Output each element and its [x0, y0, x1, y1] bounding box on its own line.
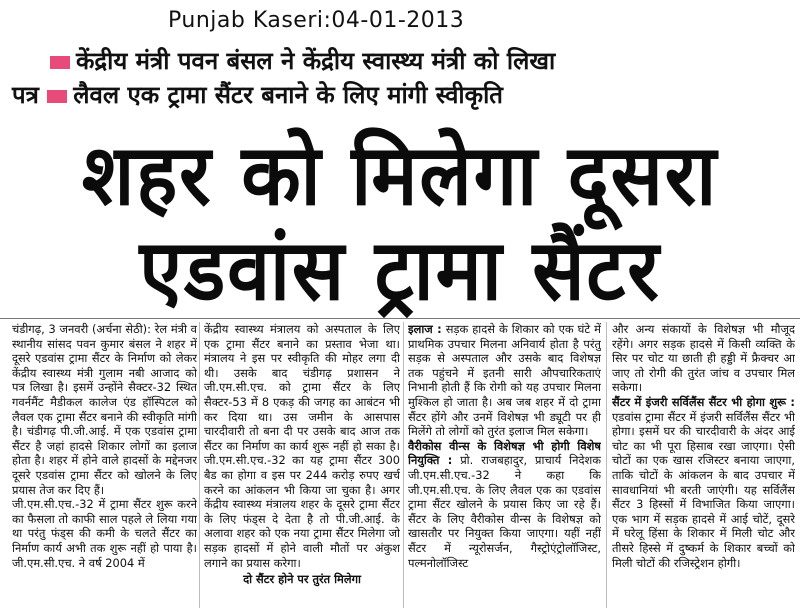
kicker-line-1-text: केंद्रीय मंत्री पवन बंसल ने केंद्रीय स्वास्थ्य मंत्री को लिखा	[76, 47, 556, 75]
article-column-3	[408, 322, 601, 608]
headline-divider	[0, 318, 800, 319]
col4-paragraph-1: और अन्य संकायों के विशेषज्ञ भी मौजूद रहेंगे। अगर सड़क हादसे में किसी व्यक्ति के सिर पर चोट या छाती ही हड्डी में फ्रैक्चर आ जाए तो रोगी की तुरंत जांच व उपचार मिल सकेगा।	[612, 322, 795, 395]
kicker-line-2-a: पत्र	[12, 81, 39, 109]
col3-paragraph-1	[408, 322, 601, 439]
col3-text-2: प्रो. राजबहादुर, प्राचार्य निदेशक जी.एम.सी.एच.-32 ने कहा कि जी.एम.सी.एच. के लिए लैवल एक का एडवांस ट्रामा सैंटर खोलने के प्रयास किए जा रहे हैं। सैंटर के लिए वैरीकोस वीन्स के विशेषज्ञ को खासतौर पर नियुक्त किया जाएगा। यहीं नहीं सैंटर में न्यूरोसर्जन, गैस्ट्रोएंट्रोलॉजिस्ट, पल्मनोलॉजिस्ट	[408, 453, 601, 570]
col4-lead-2: सैंटर में इंजरी सर्विलैंस सैंटर भी होगा शुरू :	[612, 394, 795, 409]
headline-line-2: एडवांस ट्रामा सैंटर	[139, 221, 661, 319]
col3-lead-2: वैरीकोस वीन्स के विशेषज्ञ भी होगी विशेष नियुक्ति :	[408, 438, 601, 468]
column-separator	[606, 322, 607, 608]
col4-text-2: एडवांस ट्रामा सैंटर में इंजरी सर्विलैंस सैंटर भी होगा। इसमें घर की चारदीवारी के अंदर आई चोट का भी पूरा हिसाब रखा जाएगा। ऐसी चोटों का एक खास रजिस्टर बनाया जाएगा, ताकि चोटों के आंकलन के बाद उपचार में सावधानियां भी बरती जाएंगी। यह सर्विलैंस सैंटर 3 हिस्सों में विभाजित किया जाएगा। एक भाग में सड़क हादसे में आई चोटें, दूसरे में घरेलू हिंसा के शिकार में मिली चोट और तीसरे हिस्से में दुष्कर्म के शिकार बच्चों को मिली चोटों की रजिस्ट्रेशन होगी।	[612, 409, 795, 570]
kicker-line-2-b: लैवल एक ट्रामा सैंटर बनाने के लिए मांगी स्वीकृति	[73, 81, 503, 109]
col3-lead-1: इलाज :	[408, 322, 442, 336]
col3-paragraph-2	[408, 439, 601, 570]
article-column-4	[612, 322, 795, 608]
article-column-2	[204, 322, 400, 608]
article-column-1	[12, 322, 197, 608]
col2-paragraph-1: केंद्रीय स्वास्थ्य मंत्रालय को अस्पताल के लिए एक ट्रामा सैंटर बनाने का प्रस्ताव भेजा था। मंत्रालय ने इस पर स्वीकृति की मोहर लगा दी थी। उसके बाद चंडीगढ़ प्रशासन ने जी.एम.सी.एच. को ट्रामा सैंटर के लिए सैक्टर-53 में 8 एकड़ की जगह का आबंटन भी कर दिया था। उस जमीन के आसपास चारदीवारी तो बना दी पर उसके बाद आज तक सैंटर का निर्माण का कार्य शुरू नहीं हो सका है। जी.एम.सी.एच.-32 का यह ट्रामा सैंटर 300 बैड का होगा व इस पर 244 करोड़ रुपए खर्च करने का आंकलन भी किया जा चुका है। अगर केंद्रीय स्वास्थ्य मंत्रालय शहर के दूसरे ट्रामा सैंटर के लिए फंड्स दे देता है तो पी.जी.आई. के अलावा शहर को एक नया ट्रामा सैंटर मिलेगा जो सड़क हादसों में होने वाली मौतों पर अंकुश लगाने का प्रयास करेगा।	[204, 322, 400, 570]
kicker-bullet-icon	[47, 90, 67, 103]
kicker-line-1	[50, 46, 800, 76]
col4-paragraph-2	[612, 395, 795, 570]
headline-line-1: शहर को मिलेगा दूसरा	[81, 126, 719, 224]
col1-paragraph-1: चंडीगढ़, 3 जनवरी (अर्चना सेठी): रेल मंत्री व स्थानीय सांसद पवन कुमार बंसल ने शहर में दूसरे एडवांस ट्रामा सैंटर के निर्माण को लेकर केंद्रीय स्वास्थ्य मंत्री गुलाम नबी आजाद को पत्र लिखा है। इसमें उन्होंने सैक्टर-32 स्थित गवर्नमैंट मैडीकल कालेज एंड हॉस्पिटल को लैवल एक ट्रामा सैंटर बनाने की स्वीकृति मांगी है। चंडीगढ़ पी.जी.आई. में एक एडवांस ट्रामा सैंटर है जहां हादसे शिकार लोगों का इलाज होता है। शहर में होने वाले हादसों के मद्देनजर दूसरे एडवांस ट्रामा सैंटर को खोलने के लिए प्रयास तेज कर दिए हैं।	[12, 322, 197, 497]
source-date-label: Punjab Kaseri:04-01-2013	[168, 8, 465, 33]
kicker-line-2	[12, 80, 792, 110]
column-separator	[199, 322, 200, 608]
column-separator	[403, 322, 404, 608]
col3-text-1: सड़क हादसे के शिकार को एक घंटे में प्राथमिक उपचार मिलना अनिवार्य होता है परंतु सड़क से अस्पताल और उसके बाद विशेषज्ञ तक पहुंचने में इतनी सारी औपचारिकताएं निभानी होती हैं कि रोगी को यह उपचार मिलना मुश्किल हो जाता है। अब जब शहर में दो ट्रामा सैंटर होंगे और उनमें विशेषज्ञ भी ड्यूटी पर ही मिलेंगे तो लोगों को तुरंत इलाज मिल सकेगा।	[408, 322, 601, 439]
kicker-bullet-icon	[50, 56, 70, 69]
col2-subheading: दो सैंटर होने पर तुरंत मिलेगा	[243, 572, 361, 587]
col1-paragraph-2: जी.एम.सी.एच.-32 में ट्रामा सैंटर शुरू करने का फैसला तो काफी साल पहले ले लिया गया था परंतु फंड्स की कमी के चलते सैंटर का निर्माण कार्य अभी तक शुरू नहीं हो पाया है। जी.एम.सी.एच. ने वर्ष 2004 में	[12, 497, 197, 570]
